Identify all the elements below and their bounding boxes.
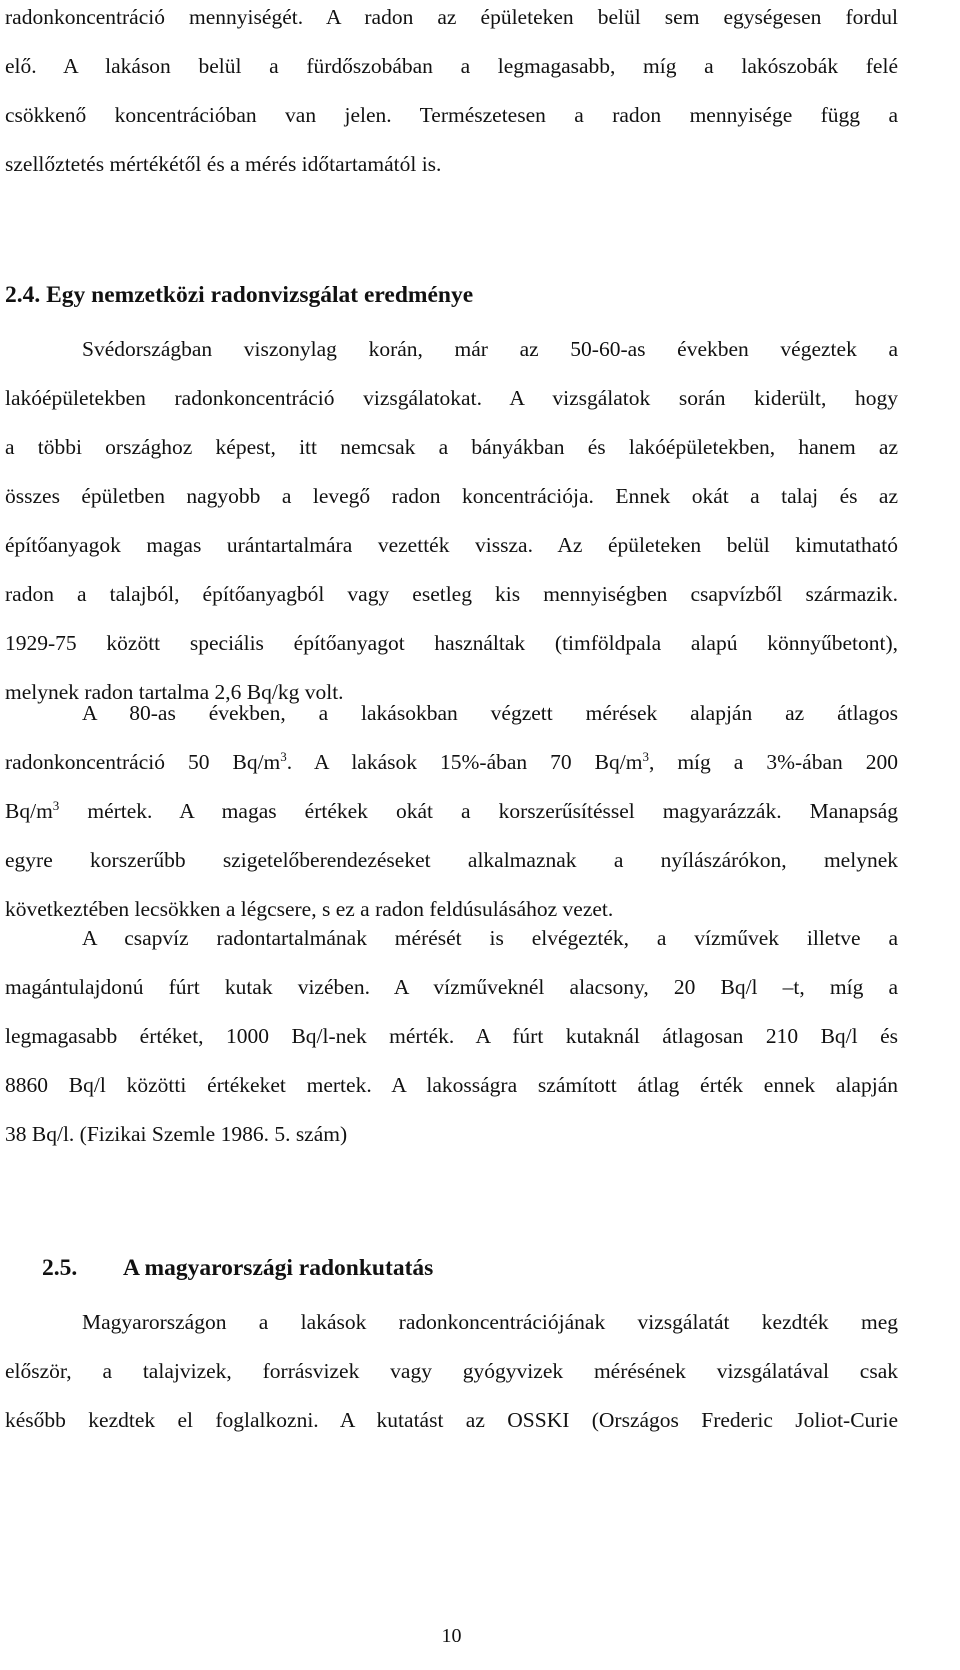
text-line: melynek radon tartalma 2,6 Bq/kg volt. (5, 680, 344, 704)
text-line (5, 745, 898, 794)
text-line: Magyarországon a lakások radonkoncentrációjának vizsgálatát kezdték meg (82, 1310, 898, 1334)
text-line: következtében lecsökken a légcsere, s ez a radon feldúsulásához vezet. (5, 897, 614, 921)
section-2-4-paragraph-2 (5, 696, 898, 941)
text-line: építőanyagok magas urántartalmára vezették vissza. Az épületeken belül kimutatható (5, 533, 898, 557)
section-heading-2-5 (42, 1255, 935, 1282)
superscript: 3 (280, 748, 287, 764)
text-line: 1929-75 között speciális építőanyagot használtak (timföldpala alapú könnyűbetont), (5, 631, 898, 655)
text-line: egyre korszerűbb szigetelőberendezéseket alkalmaznak a nyílászárókon, melynek (5, 848, 898, 872)
text-segment: . A lakások 15%-ában 70 Bq/m (286, 750, 643, 774)
text-line: a többi országhoz képest, itt nemcsak a bányákban és lakóépületekben, hanem az (5, 435, 898, 459)
text-line: először, a talajvizek, forrásvizek vagy gyógyvizek mérésének vizsgálatával csak (5, 1359, 898, 1383)
page-number: 10 (441, 1625, 462, 1647)
section-number: 2.5. (42, 1255, 78, 1281)
text-line: magántulajdonú fúrt kutak vizében. A vízműveknél alacsony, 20 Bq/l –t, míg a (5, 975, 898, 999)
section-heading-2-4: 2.4. Egy nemzetközi radonvizsgálat eredménye (5, 282, 474, 308)
section-2-4-paragraph-3 (5, 921, 898, 1166)
text-line: elő. A lakáson belül a fürdőszobában a legmagasabb, míg a lakószobák felé (5, 54, 898, 78)
section-title: A magyarországi radonkutatás (123, 1255, 434, 1281)
text-line: csökkenő koncentrációban van jelen. Természetesen a radon mennyisége függ a (5, 103, 898, 127)
text-line: később kezdtek el foglalkozni. A kutatást az OSSKI (Országos Frederic Joliot-Curie (5, 1408, 898, 1432)
text-segment: mértek. A magas értékek okát a korszerűsítéssel magyarázzák. Manapság (59, 799, 898, 823)
text-line: 8860 Bq/l közötti értékeket mertek. A lakosságra számított átlag érték ennek alapján (5, 1073, 898, 1097)
text-line: 38 Bq/l. (Fizikai Szemle 1986. 5. szám) (5, 1122, 348, 1146)
superscript: 3 (52, 797, 60, 813)
text-line: radon a talajból, építőanyagból vagy esetleg kis mennyiségben csapvízből származik. (5, 582, 898, 606)
text-line (5, 794, 898, 843)
text-segment: , míg a 3%-ában 200 (648, 750, 898, 774)
section-2-4-paragraph-1 (5, 332, 898, 724)
text-line: legmagasabb értéket, 1000 Bq/l-nek mérték. A fúrt kutaknál átlagosan 210 Bq/l és (5, 1024, 898, 1048)
intro-paragraph (5, 0, 898, 196)
text-line: Svédországban viszonylag korán, már az 50-60-as években végeztek a (82, 337, 898, 361)
text-segment: Bq/m (5, 799, 53, 823)
text-line: radonkoncentráció mennyiségét. A radon az épületeken belül sem egységesen fordul (5, 5, 898, 29)
text-line: A 80-as években, a lakásokban végzett mérések alapján az átlagos (82, 701, 898, 725)
text-line: összes épületben nagyobb a levegő radon koncentrációja. Ennek okát a talaj és az (5, 484, 898, 508)
text-line: szellőztetés mértékétől és a mérés időtartamától is. (5, 152, 442, 176)
text-segment: radonkoncentráció 50 Bq/m (5, 750, 281, 774)
text-line: lakóépületekben radonkoncentráció vizsgálatokat. A vizsgálatok során kiderült, hogy (5, 386, 898, 410)
text-line: A csapvíz radontartalmának mérését is elvégezték, a vízművek illetve a (82, 926, 898, 950)
superscript: 3 (642, 748, 649, 764)
section-2-5-paragraph-1 (5, 1305, 898, 1452)
